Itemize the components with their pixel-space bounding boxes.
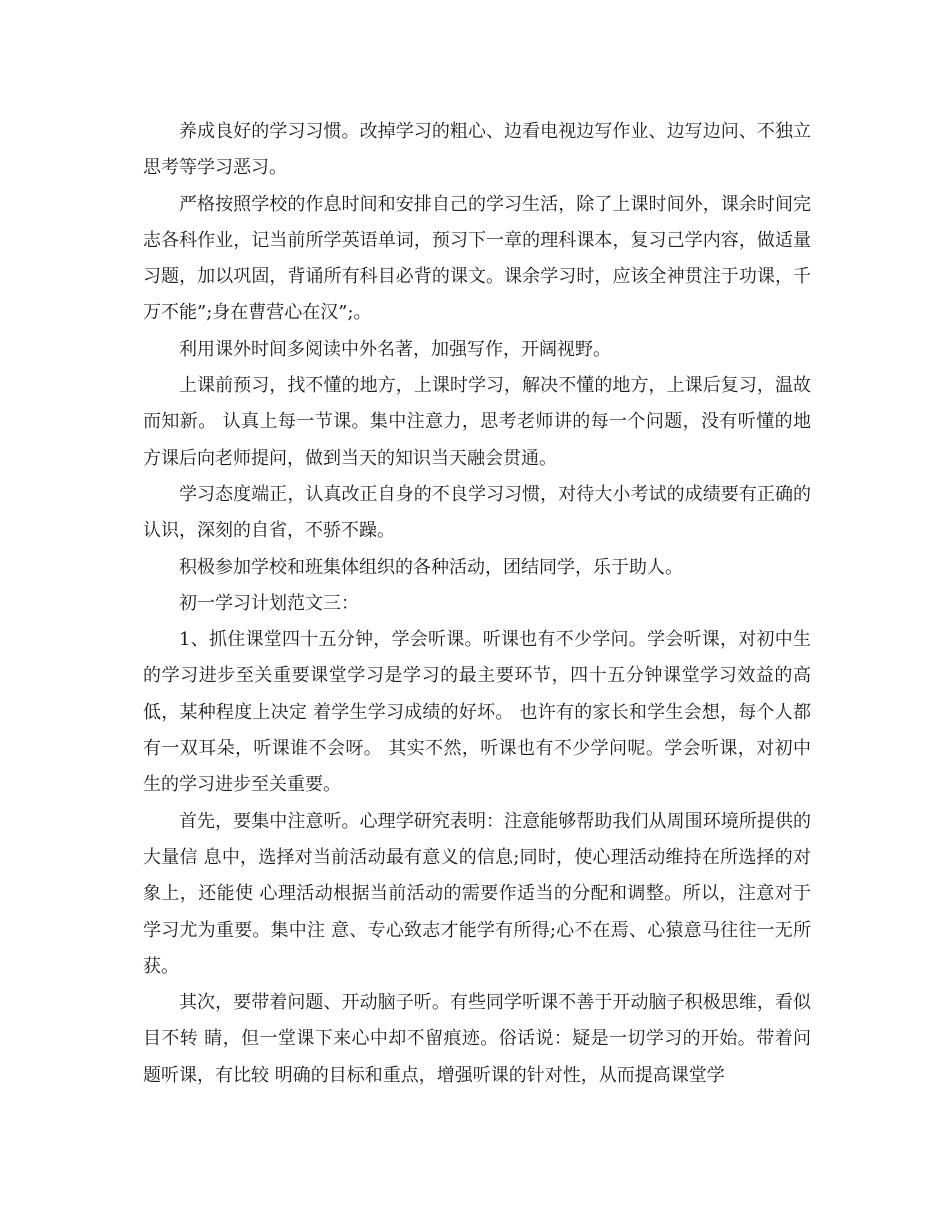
paragraph-study-habits: 养成良好的学习习惯。改掉学习的粗心、边看电视边写作业、边写边问、不独立思考等学习恶习。	[143, 121, 811, 179]
paragraph-attention: 首先，要集中注意听。心理学研究表明：注意能够帮助我们从周围环境所提供的大量信 息中，选择对当前活动最有意义的信息;同时，使心理活动维持在所选择的对象上，还能使 心理活动根据当前活动的需要作适当的分配和调整。所以，注意对于学习尤为重要。集中注 意、专心致志才能学有所得;心不在焉、心猿意马往往一无所获。	[143, 810, 811, 977]
paragraph-questions: 其次，要带着问题、开动脑子听。有些同学听课不善于开动脑子积极思维，看似目不转 睛，但一堂课下来心中却不留痕迹。俗话说：疑是一切学习的开始。带着问题听课，有比较 明确的目标和重点，增强听课的针对性，从而提高课堂学	[143, 992, 811, 1086]
paragraph-listening: 1、抓住课堂四十五分钟，学会听课。听课也有不少学问。学会听课，对初中生的学习进步至关重要课堂学习是学习的最主要环节，四十五分钟课堂学习效益的高低，某种程度上决定 着学生学习成绩的好坏。 也许有的家长和学生会想，每个人都有一双耳朵，听课谁不会呀。 其实不然，听课也有不少学问呢。学会听课，对初中生的学习进步至关重要。	[143, 629, 811, 796]
document-body	[143, 114, 811, 1094]
paragraph-schedule: 严格按照学校的作息时间和安排自己的学习生活，除了上课时间外，课余时间完志各科作业，记当前所学英语单词，预习下一章的理科课本，复习己学内容，做适量习题，加以巩固，背诵所有科目必背的课文。课余学习时，应该全神贯注于功课，千万不能”;身在曹营心在汉”;。	[143, 193, 811, 324]
paragraph-activities: 积极参加学校和班集体组织的各种活动，团结同学，乐于助人。	[179, 556, 683, 578]
paragraph-attitude: 学习态度端正，认真改正自身的不良学习习惯，对待大小考试的成绩要有正确的认识，深刻的自省，不骄不躁。	[143, 483, 811, 542]
paragraph-reading: 利用课外时间多阅读中外名著，加强写作，开阔视野。	[179, 338, 611, 360]
section-heading-sample-three: 初一学习计划范文三：	[179, 592, 359, 614]
paragraph-preview-review: 上课前预习，找不懂的地方，上课时学习，解决不懂的地方，上课后复习，温故而知新。 认真上每一节课。集中注意力，思考老师讲的每一个问题，没有听懂的地方课后向老师提问，做到当天的知识当天融会贯通。	[143, 375, 811, 469]
